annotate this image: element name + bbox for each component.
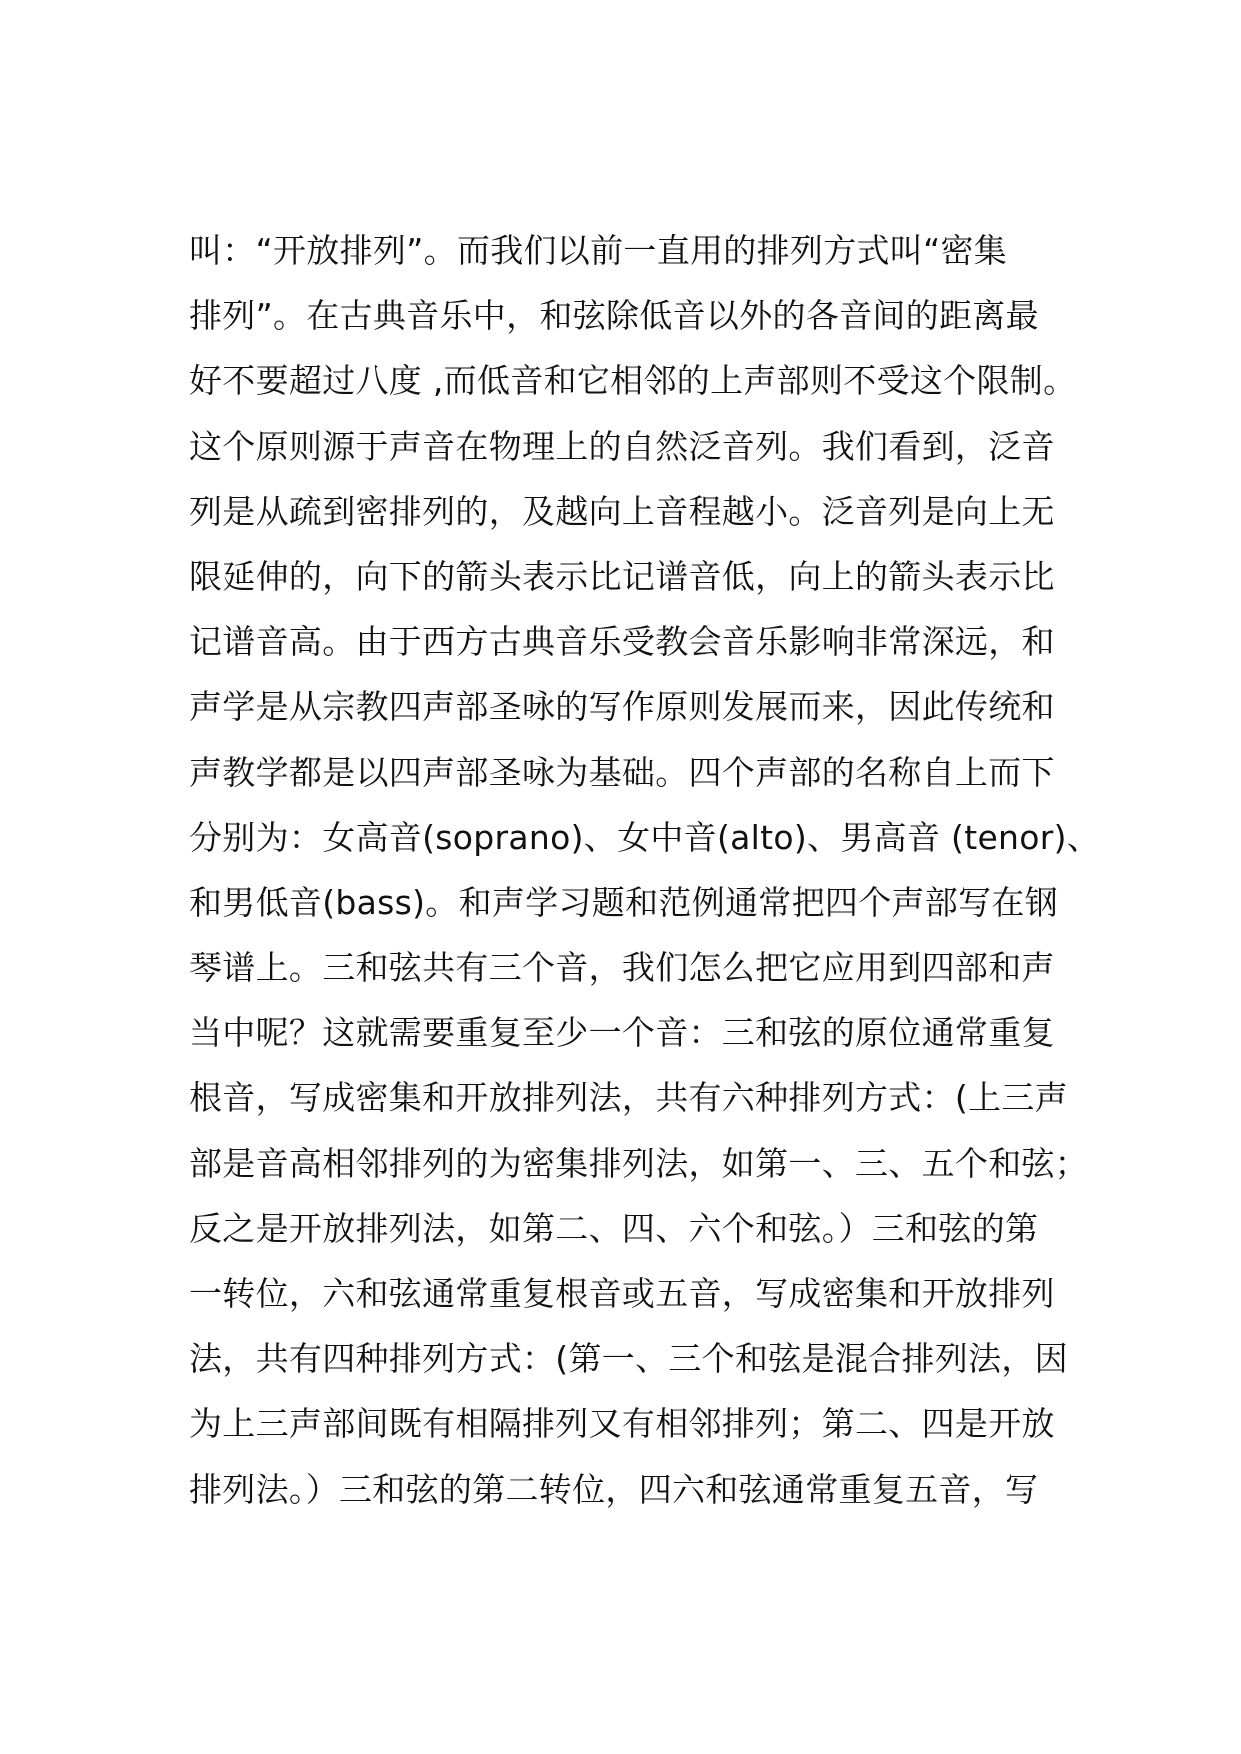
text-line: 列是从疏到密排列的，及越向上音程越小。泛音列是向上无 xyxy=(189,491,1055,531)
text-line: 好不要超过八度 ,而低音和它相邻的上声部则不受这个限制。 xyxy=(189,361,1077,401)
text-line: 这个原则源于声音在物理上的自然泛音列。我们看到，泛音 xyxy=(189,426,1055,466)
text-line: 声教学都是以四声部圣咏为基础。四个声部的名称自上而下 xyxy=(189,752,1055,792)
text-line: 声学是从宗教四声部圣咏的写作原则发展而来，因此传统和 xyxy=(189,687,1055,727)
text-line: 和男低音(bass)。和声学习题和范例通常把四个声部写在钢 xyxy=(189,882,1059,922)
text-line: 为上三声部间既有相隔排列又有相邻排列；第二、四是开放 xyxy=(189,1404,1055,1444)
text-line: 反之是开放排列法，如第二、四、六个和弦。）三和弦的第 xyxy=(189,1208,1039,1248)
text-line: 记谱音高。由于西方古典音乐受教会音乐影响非常深远，和 xyxy=(189,622,1055,662)
text-line: 排列法。）三和弦的第二转位，四六和弦通常重复五音，写 xyxy=(189,1469,1039,1509)
text-line: 部是音高相邻排列的为密集排列法，如第一、三、五个和弦； xyxy=(189,1143,1089,1183)
text-line: 根音，写成密集和开放排列法，共有六种排列方式：(上三声 xyxy=(189,1078,1068,1118)
text-line: 限延伸的，向下的箭头表示比记谱音低，向上的箭头表示比 xyxy=(189,556,1055,596)
text-line: 法，共有四种排列方式：(第一、三个和弦是混合排列法，因 xyxy=(189,1339,1068,1379)
text-line: 当中呢？这就需要重复至少一个音：三和弦的原位通常重复 xyxy=(189,1013,1055,1053)
text-line: 分别为：女高音(soprano)、女中音(alto)、男高音 (tenor)、 xyxy=(189,817,1101,857)
text-line: 叫：“开放排列”。而我们以前一直用的排列方式叫“密集 xyxy=(189,231,1008,270)
text-line: 排列”。在古典音乐中，和弦除低音以外的各音间的距离最 xyxy=(189,296,1039,336)
text-line: 一转位，六和弦通常重复根音或五音，写成密集和开放排列 xyxy=(189,1274,1055,1313)
body-text xyxy=(189,218,1101,1522)
text-line: 琴谱上。三和弦共有三个音，我们怎么把它应用到四部和声 xyxy=(189,948,1055,988)
